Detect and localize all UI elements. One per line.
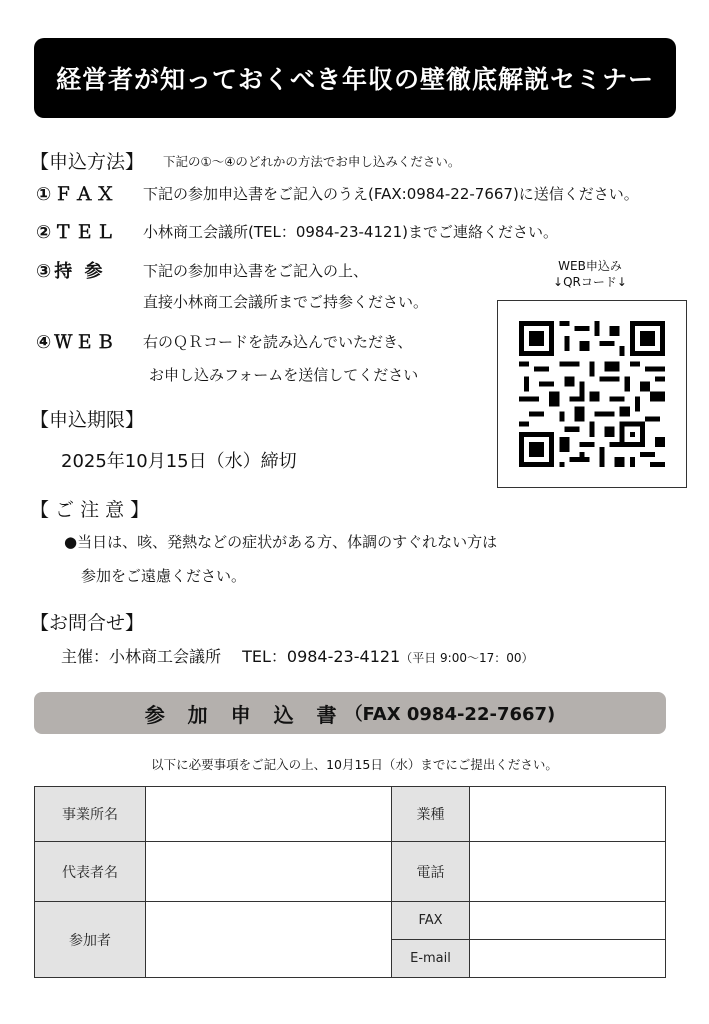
phone-label: 電話 bbox=[392, 842, 470, 902]
representative-field[interactable] bbox=[146, 842, 392, 902]
company-name-label: 事業所名 bbox=[35, 787, 146, 842]
apply-note: 下記の①～④のどれかの方法でお申し込みください。 bbox=[163, 154, 461, 169]
participant-field[interactable] bbox=[146, 902, 392, 978]
caution-line-2: 参加をご遠慮ください。 bbox=[81, 567, 247, 585]
industry-field[interactable] bbox=[470, 787, 666, 842]
industry-label: 業種 bbox=[392, 787, 470, 842]
deadline-heading: 【申込期限】 bbox=[30, 409, 145, 431]
method-fax-text: 下記の参加申込書をご記入のうえ(FAX:0984-22-7667)に送信ください。 bbox=[143, 185, 639, 203]
method-bring-label: ③持 参 bbox=[36, 261, 106, 282]
application-form-table bbox=[34, 786, 666, 978]
company-name-field[interactable] bbox=[146, 787, 392, 842]
method-web-text-2: お申し込みフォームを送信してください bbox=[149, 366, 419, 384]
contact-organizer-tel: 主催：小林商工会議所 TEL：0984-23-4121 bbox=[61, 647, 401, 666]
application-form-fax: （FAX 0984-22-7667) bbox=[344, 704, 556, 725]
qr-code-frame bbox=[497, 300, 687, 488]
method-web-label: ④ＷＥＢ bbox=[36, 332, 118, 353]
fax-label: FAX bbox=[392, 902, 470, 940]
seminar-title: 経営者が知っておくべき年収の壁徹底解説セミナー bbox=[55, 65, 654, 94]
qr-code-icon[interactable] bbox=[514, 321, 670, 467]
table-row bbox=[35, 902, 666, 940]
method-web-text-1: 右のＱＲコードを読み込んでいただき、 bbox=[143, 333, 413, 351]
application-form-header bbox=[34, 692, 666, 734]
application-form-title: 参 加 申 込 書 bbox=[144, 702, 345, 727]
form-instruction: 以下に必要事項をご記入の上、10月15日（水）までにご提出ください。 bbox=[151, 757, 558, 772]
caution-line-1: ●当日は、咳、発熱などの症状がある方、体調のすぐれない方は bbox=[64, 533, 498, 551]
representative-label: 代表者名 bbox=[35, 842, 146, 902]
apply-heading: 【申込方法】 bbox=[30, 151, 145, 173]
contact-text bbox=[61, 644, 534, 667]
contact-heading: 【お問合せ】 bbox=[30, 612, 145, 634]
method-tel-text: 小林商工会議所(TEL：0984-23-4121)までご連絡ください。 bbox=[143, 223, 558, 241]
participant-label: 参加者 bbox=[35, 902, 146, 978]
email-label: E-mail bbox=[392, 940, 470, 978]
phone-field[interactable] bbox=[470, 842, 666, 902]
fax-field[interactable] bbox=[470, 902, 666, 940]
method-bring-text-2: 直接小林商工会議所までご持参ください。 bbox=[143, 293, 429, 311]
caution-heading: 【 ご 注 意 】 bbox=[30, 499, 150, 521]
table-row bbox=[35, 787, 666, 842]
seminar-title-banner bbox=[34, 38, 676, 118]
table-row bbox=[35, 842, 666, 902]
method-fax-label: ①ＦＡＸ bbox=[36, 184, 118, 205]
qr-caption: WEB申込み ↓QRコード↓ bbox=[553, 259, 627, 289]
deadline-text: 2025年10月15日（水）締切 bbox=[61, 451, 297, 472]
email-field[interactable] bbox=[470, 940, 666, 978]
method-tel-label: ②ＴＥＬ bbox=[36, 222, 118, 243]
contact-hours: （平日 9:00～17：00） bbox=[400, 651, 534, 665]
method-bring-text-1: 下記の参加申込書をご記入の上、 bbox=[143, 262, 369, 280]
